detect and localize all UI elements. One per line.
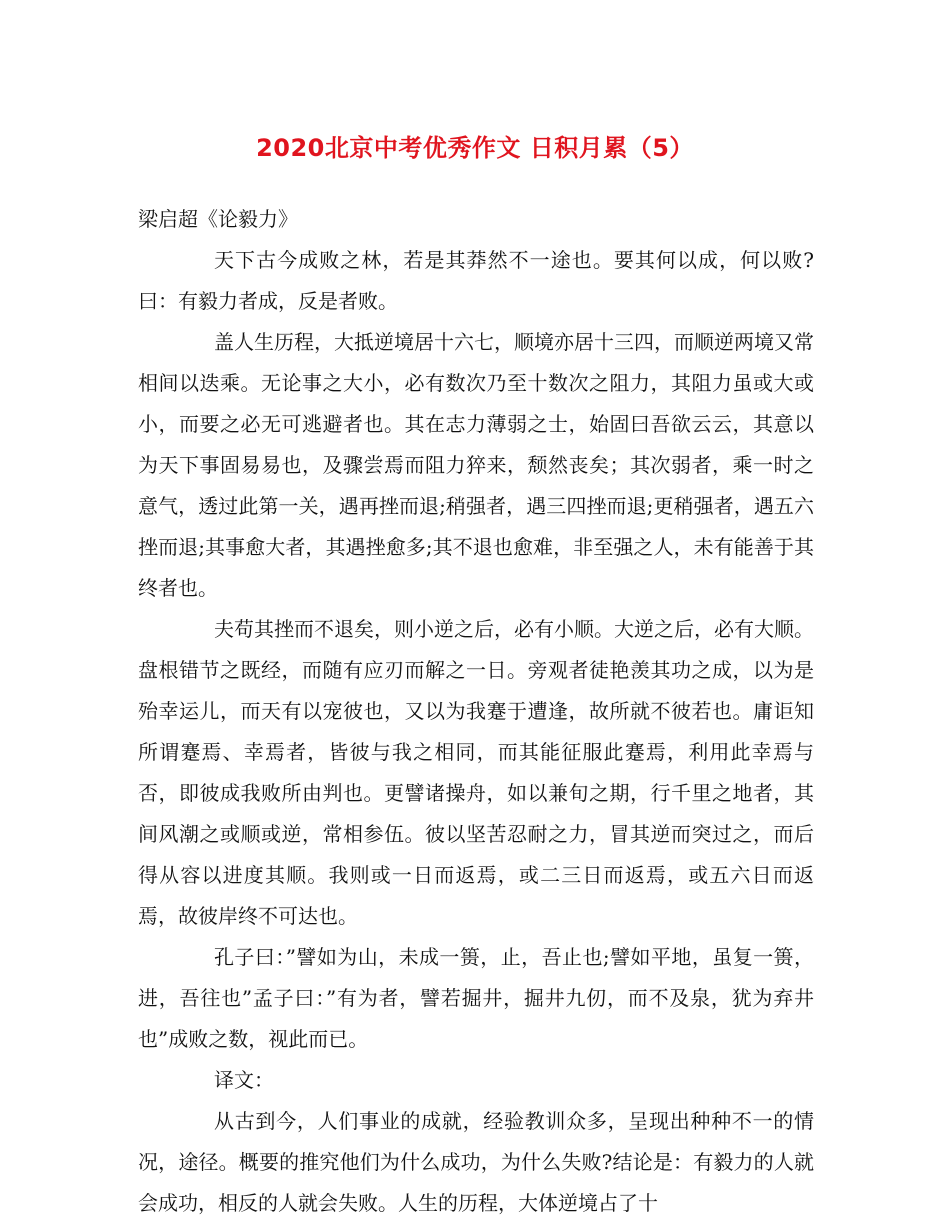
paragraph: 天下古今成败之林，若是其莽然不一途也。要其何以成，何以败?曰：有毅力者成，反是者败。 (138, 248, 814, 313)
document-title: 2020北京中考优秀作文 日积月累（5） (256, 134, 694, 162)
paragraph: 盖人生历程，大抵逆境居十六七，顺境亦居十三四，而顺逆两境又常相间以迭乘。无论事之大小，必有数次乃至十数次之阻力，其阻力虽或大或小，而要之必无可逃避者也。其在志力薄弱之士，始固曰吾欲云云，其意以为天下事固易易也，及骤尝焉而阻力猝来，颓然丧矣；其次弱者，乘一时之意气，透过此第一关，遇再挫而退;稍强者，遇三四挫而退;更稍强者，遇五六挫而退;其事愈大者，其遇挫愈多;其不退也愈难，非至强之人，未有能善于其终者也。 (138, 330, 814, 600)
paragraph: 从古到今，人们事业的成就，经验教训众多，呈现出种种不一的情况，途径。概要的推究他们为什么成功，为什么失败?结论是：有毅力的人就会成功，相反的人就会失败。人生的历程，大体逆境占了十 (138, 1109, 814, 1215)
translation-heading: 译文： (214, 1068, 274, 1092)
document-body (138, 199, 814, 1224)
source-line: 梁启超《论毅力》 (138, 207, 298, 231)
paragraph: 孔子曰：”譬如为山，未成一篑，止，吾止也;譬如平地，虽复一篑，进，吾往也”孟子曰：”有为者，譬若掘井，掘井九仞，而不及泉，犹为弃井也”成败之数，视此而已。 (138, 945, 814, 1051)
paragraph: 夫苟其挫而不退矣，则小逆之后，必有小顺。大逆之后，必有大顺。盘根错节之既经，而随有应刃而解之一日。旁观者徒艳羡其功之成，以为是殆幸运儿，而天有以宠彼也，又以为我蹇于遭逢，故所就不彼若也。庸讵知所谓蹇焉、幸焉者，皆彼与我之相同，而其能征服此蹇焉，利用此幸焉与否，即彼成我败所由判也。更譬诸操舟，如以兼旬之期，行千里之地者，其间风潮之或顺或逆，常相参伍。彼以坚苦忍耐之力，冒其逆而突过之，而后得从容以进度其顺。我则或一日而返焉，或二三日而返焉，或五六日而返焉，故彼岸终不可达也。 (138, 617, 814, 928)
